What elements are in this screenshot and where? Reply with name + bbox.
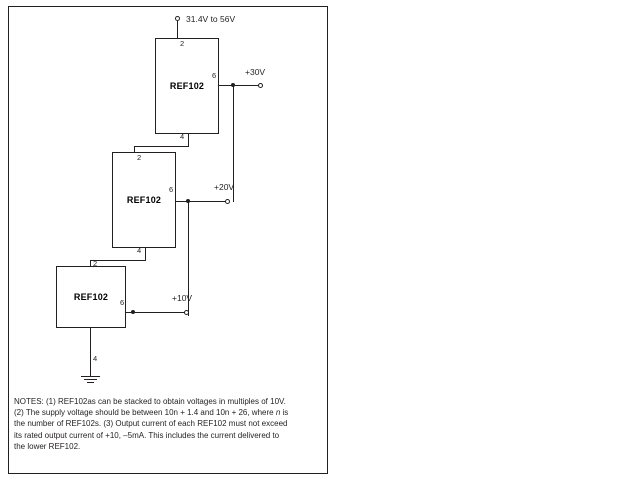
wire-u2-bottom-down: [145, 248, 146, 260]
notes-line-2: [14, 407, 319, 418]
wire-u2-bottom-to-u3-top: [90, 260, 146, 261]
wire-supply-to-u1: [177, 21, 178, 38]
ref102-block-1-pin-bottom: 4: [180, 132, 185, 141]
ref102-block-1-pin-in: 2: [180, 39, 185, 48]
wire-u3-output: [126, 312, 186, 313]
supply-voltage-label: 31.4V to 56V: [186, 14, 236, 24]
notes-line-5: the lower REF102.: [14, 441, 81, 451]
output-label-20v: +20V: [214, 182, 235, 192]
output-label-30v: +30V: [245, 67, 266, 77]
output-label-10v: +10V: [172, 293, 193, 303]
ref102-block-1-label: REF102: [169, 81, 205, 91]
notes-line-2-italic: n: [275, 408, 281, 418]
notes-line-3: the number of REF102s. (3) Output current of each REF102 must not exceed: [14, 419, 288, 429]
output-terminal-20v: [225, 199, 230, 204]
wire-u1-output: [219, 85, 261, 86]
ref102-block-3-pin-in: 2: [93, 259, 98, 268]
output-terminal-30v: [258, 83, 263, 88]
ref102-block-2-pin-bottom: 4: [137, 246, 142, 255]
ref102-block-3-pin-bottom: 4: [93, 354, 98, 363]
wire-u1-bottom-to-u2-top: [134, 146, 189, 147]
ref102-block-1: [155, 38, 219, 134]
ref102-block-3-label: REF102: [73, 292, 109, 302]
wire-u3-to-ground: [90, 328, 91, 376]
output-terminal-10v: [184, 310, 189, 315]
ground-symbol: [87, 382, 94, 383]
notes-line-2-part-a: (2) The supply voltage should be between 10n + 1.4 and 10n + 26, where: [14, 408, 276, 418]
ref102-block-3: [56, 266, 126, 328]
wire-u2-output: [176, 201, 228, 202]
junction-u3-output: [131, 310, 135, 314]
ref102-block-3-pin-out: 6: [120, 298, 125, 307]
ground-bar-1: [81, 376, 100, 377]
notes-line-2-part-b: is: [280, 408, 289, 418]
ref102-block-2-pin-out: 6: [169, 185, 174, 194]
ref102-block-1-pin-out: 6: [212, 71, 217, 80]
ground-bar-2: [84, 379, 97, 380]
notes-line-1: NOTES: (1) REF102as can be stacked to obtain voltages in multiples of 10V.: [14, 397, 286, 406]
ref102-block-2-label: REF102: [126, 195, 162, 205]
notes-block: [14, 396, 319, 452]
notes-line-4: its rated output current of +10, –5mA. This includes the current delivered to: [14, 430, 280, 440]
wire-u1-bottom-down: [188, 134, 189, 146]
ref102-block-2-pin-in: 2: [137, 153, 142, 162]
ref102-block-2: [112, 152, 176, 248]
